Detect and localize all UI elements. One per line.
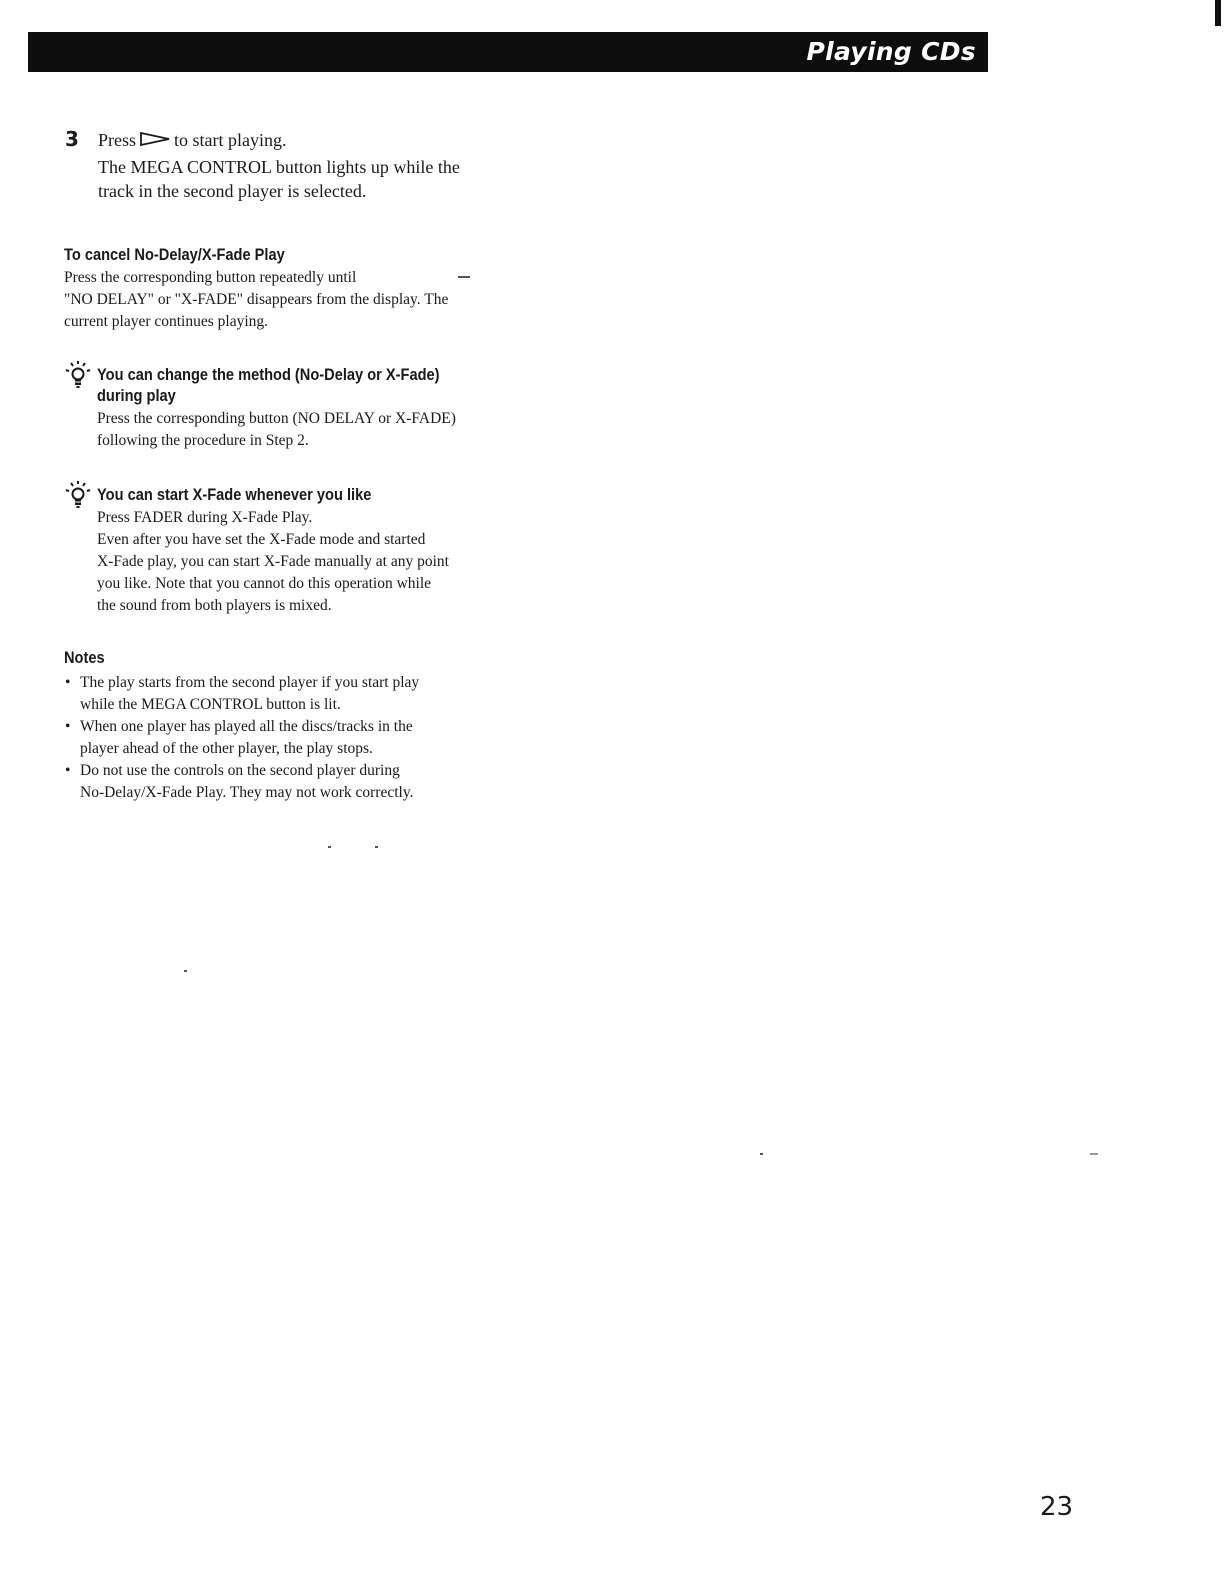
step-line-1	[98, 128, 525, 155]
tip2-line-2: Even after you have set the X-Fade mode and started	[97, 531, 426, 548]
note-1-line-2: while the MEGA CONTROL button is lit.	[80, 696, 341, 713]
cancel-line-2: "NO DELAY" or "X-FADE" disappears from the display. The	[64, 291, 449, 308]
notes-section	[64, 647, 504, 804]
step-number: 3	[65, 127, 79, 151]
bullet-icon: •	[65, 762, 71, 779]
note-2-line-2: player ahead of the other player, the play stops.	[80, 740, 373, 757]
tip2-heading: You can start X-Fade whenever you like	[97, 485, 372, 504]
note-item	[64, 760, 504, 804]
lightbulb-tip-icon	[64, 480, 94, 517]
lightbulb-tip-icon	[64, 360, 94, 397]
scan-speck	[375, 846, 378, 848]
scan-speck	[1090, 1153, 1098, 1155]
step-line-3: track in the second player is selected.	[98, 181, 367, 202]
note-item	[64, 716, 504, 760]
tip2-heading-wrap	[64, 484, 514, 505]
tip2-line-5: the sound from both players is mixed.	[97, 597, 332, 614]
tip1-line-2: following the procedure in Step 2.	[97, 432, 309, 449]
note-2-line-1: When one player has played all the discs/tracks in the	[80, 718, 413, 735]
note-item	[64, 672, 504, 716]
scan-speck	[458, 276, 470, 278]
cancel-section	[64, 244, 504, 333]
tip1-heading-line-1: You can change the method (No-Delay or X-Fade)	[97, 365, 440, 384]
cancel-line-3: current player continues playing.	[64, 313, 269, 330]
page-number: 23	[1040, 1492, 1074, 1522]
tip1-heading-line-2: during play	[97, 386, 176, 405]
section-header-bar	[28, 32, 988, 72]
step-3	[65, 128, 525, 203]
scan-speck	[760, 1153, 763, 1155]
tip-start-xfade	[64, 484, 514, 617]
notes-heading: Notes	[64, 648, 105, 667]
tip1-heading-wrap	[64, 364, 514, 406]
note-3-line-2: No-Delay/X-Fade Play. They may not work correctly.	[80, 784, 414, 801]
tip2-line-1: Press FADER during X-Fade Play.	[97, 509, 313, 526]
scan-speck	[328, 846, 331, 848]
bullet-icon: •	[65, 674, 71, 691]
tip1-line-1: Press the corresponding button (NO DELAY or X-FADE)	[97, 410, 456, 427]
section-title: Playing CDs	[806, 37, 976, 66]
step-text-start: to start playing.	[174, 130, 287, 150]
bullet-icon: •	[65, 718, 71, 735]
play-icon	[140, 128, 170, 152]
note-3-line-1: Do not use the controls on the second player during	[80, 762, 400, 779]
notes-list	[64, 672, 504, 804]
tip2-line-4: you like. Note that you cannot do this operation while	[97, 575, 432, 592]
cancel-line-1: Press the corresponding button repeatedly until	[64, 269, 357, 286]
step-line-2: The MEGA CONTROL button lights up while the	[98, 157, 460, 178]
step-text-press: Press	[98, 130, 137, 150]
scan-speck	[184, 970, 187, 972]
tip-change-method	[64, 364, 514, 452]
cancel-heading: To cancel No-Delay/X-Fade Play	[64, 245, 285, 264]
note-1-line-1: The play starts from the second player if you start play	[80, 674, 420, 691]
page-edge-mark	[1215, 0, 1221, 26]
step-body	[98, 128, 525, 203]
tip2-line-3: X-Fade play, you can start X-Fade manually at any point	[97, 553, 449, 570]
